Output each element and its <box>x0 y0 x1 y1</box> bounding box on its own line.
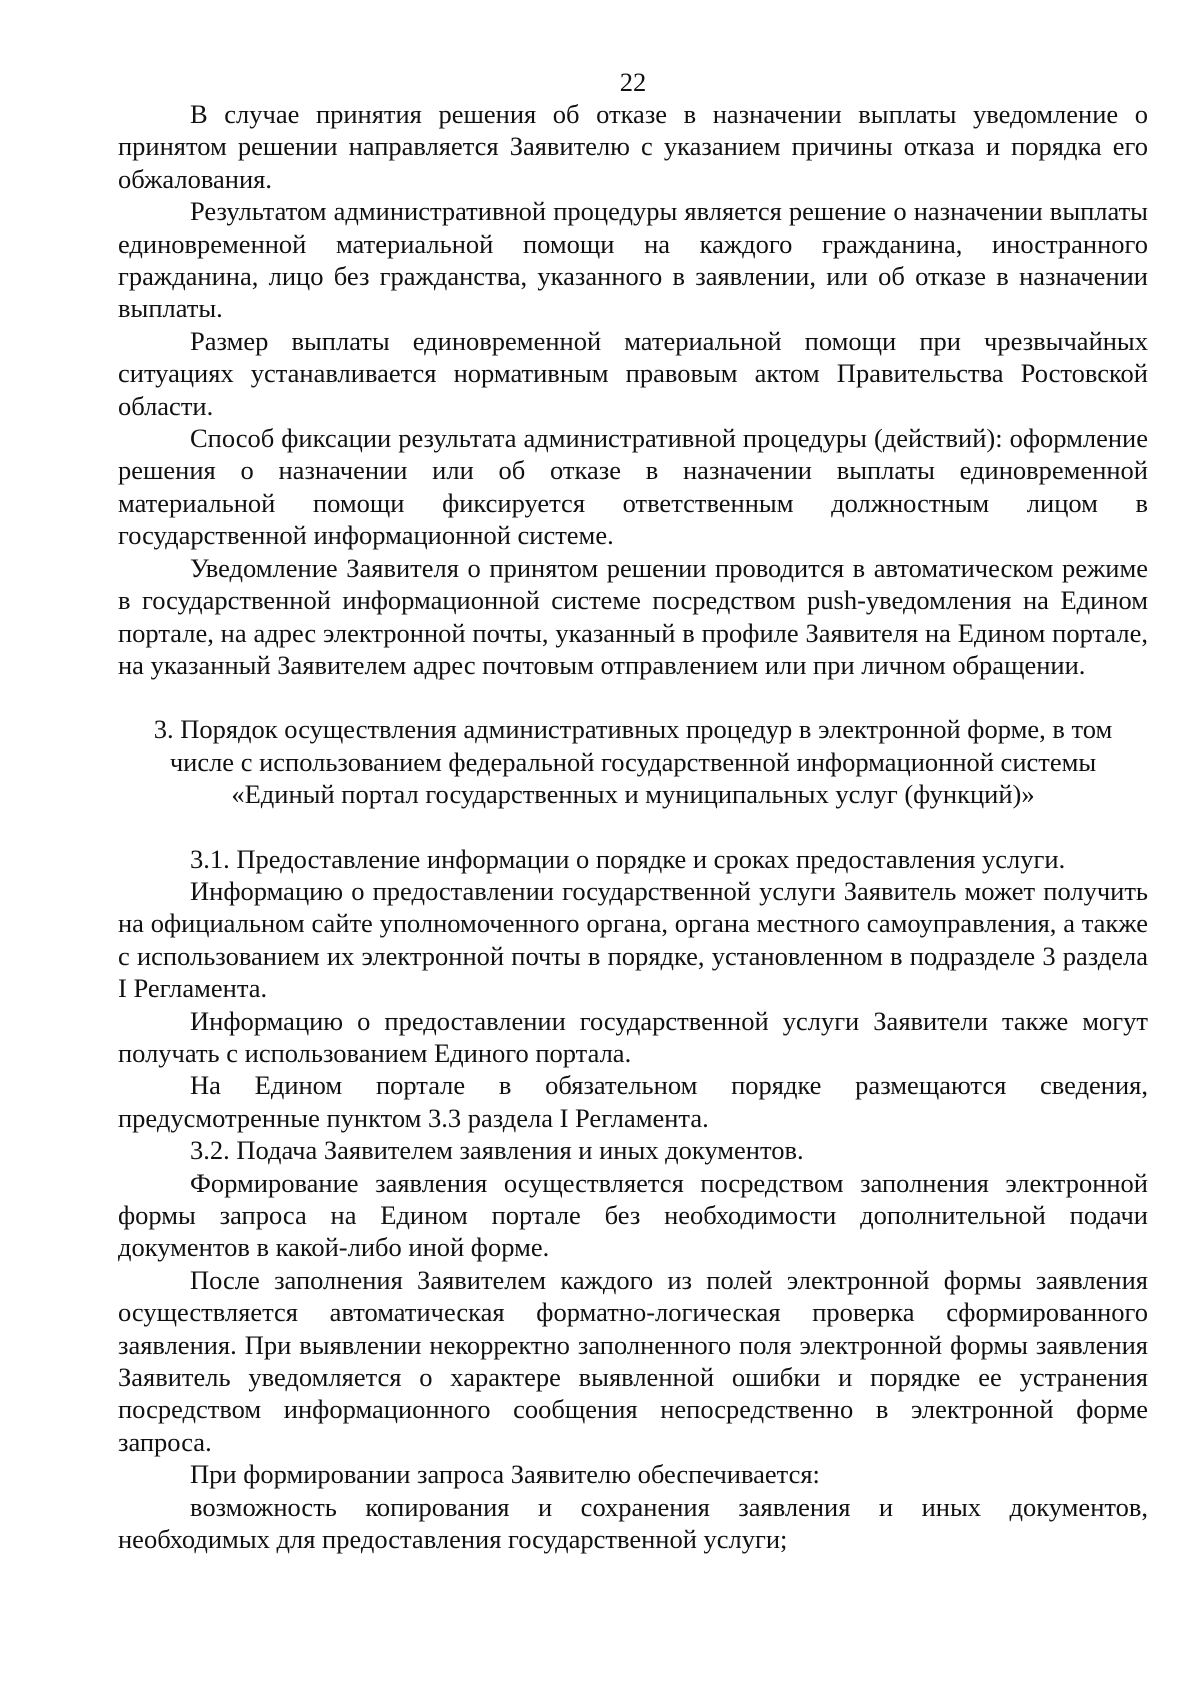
paragraph-3-2-title: 3.2. Подача Заявителем заявления и иных документов. <box>190 1135 804 1166</box>
paragraph-info-official-site: Информацию о предоставлении государственной услуги Заявитель может получить на официальном сайте уполномоченного органа, органа местного самоуправления, а также с использованием их электронной почты в порядке, установленном в подразделе 3 раздела I Регламента. <box>118 875 1148 1004</box>
paragraph-form-filling: Формирование заявления осуществляется посредством заполнения электронной формы запроса на Едином портале без необходимости дополнительной подачи документов в какой-либо иной форме. <box>118 1167 1148 1263</box>
page-number: 22 <box>619 67 647 97</box>
paragraph-applicant-notification: Уведомление Заявителя о принятом решении проводится в автоматическом режиме в государственной информационной системе посредством push-уведомления на Едином портале, на адрес электронной почты, указанный в профиле Заявителя на Едином портале, на указанный Заявителем адрес почтовым отправлением или при личном обращении. <box>118 552 1148 680</box>
section-spacer <box>118 681 1148 713</box>
section-heading-line: числе с использованием федеральной государственной информационной системы <box>169 746 1097 777</box>
section-heading-line: «Единый портал государственных и муниципальных услуг (функций)» <box>231 779 1035 810</box>
paragraph-refusal-notice: В случае принятия решения об отказе в назначении выплаты уведомление о принятом решении направляется Заявителю с указанием причины отказа и порядка его обжалования. <box>118 99 1148 194</box>
paragraph-procedure-result: Результатом административной процедуры является решение о назначении выплаты единовременной материальной помощи на каждого гражданина, иностранного гражданина, лицо без гражданства, указанного в заявлении, или об отказе в назначении выплаты. <box>118 196 1148 324</box>
document-page <box>118 66 1148 1555</box>
paragraph-portal-info-placement: На Едином портале в обязательном порядке размещаются сведения, предусмотренные пунктом 3.3 раздела I Регламента. <box>118 1070 1148 1133</box>
paragraph-copy-save: возможность копирования и сохранения заявления и иных документов, необходимых для предоставления государственной услуги; <box>118 1491 1148 1555</box>
paragraph-info-portal: Информацию о предоставлении государственной услуги Заявители также могут получать с использованием Единого портала. <box>118 1005 1148 1068</box>
paragraph-request-provision: При формировании запроса Заявителю обеспечивается: <box>190 1459 820 1490</box>
paragraph-payment-amount: Размер выплаты единовременной материальной помощи при чрезвычайных ситуациях устанавливается нормативным правовым актом Правительства Ростовской области. <box>118 325 1148 421</box>
section-spacer <box>118 811 1148 843</box>
paragraph-3-1-title: 3.1. Предоставление информации о порядке и сроках предоставления услуги. <box>190 843 1066 874</box>
section-heading-line: 3. Порядок осуществления административных процедур в электронной форме, в том <box>153 714 1113 745</box>
section-heading <box>118 713 1148 810</box>
paragraph-format-check: После заполнения Заявителем каждого из полей электронной формы заявления осуществляется автоматическая форматно-логическая проверка сформированного заявления. При выявлении некорректно заполненного поля электронной формы заявления Заявитель уведомляется о характере выявленной ошибки и порядке ее устранения посредством информационного сообщения непосредственно в электронной форме запроса. <box>118 1264 1148 1457</box>
paragraph-fixation-method: Способ фиксации результата административной процедуры (действий): оформление решения о назначении или об отказе в назначении выплаты единовременной материальной помощи фиксируется ответственным должностным лицом в государственной информационной системе. <box>118 423 1148 551</box>
